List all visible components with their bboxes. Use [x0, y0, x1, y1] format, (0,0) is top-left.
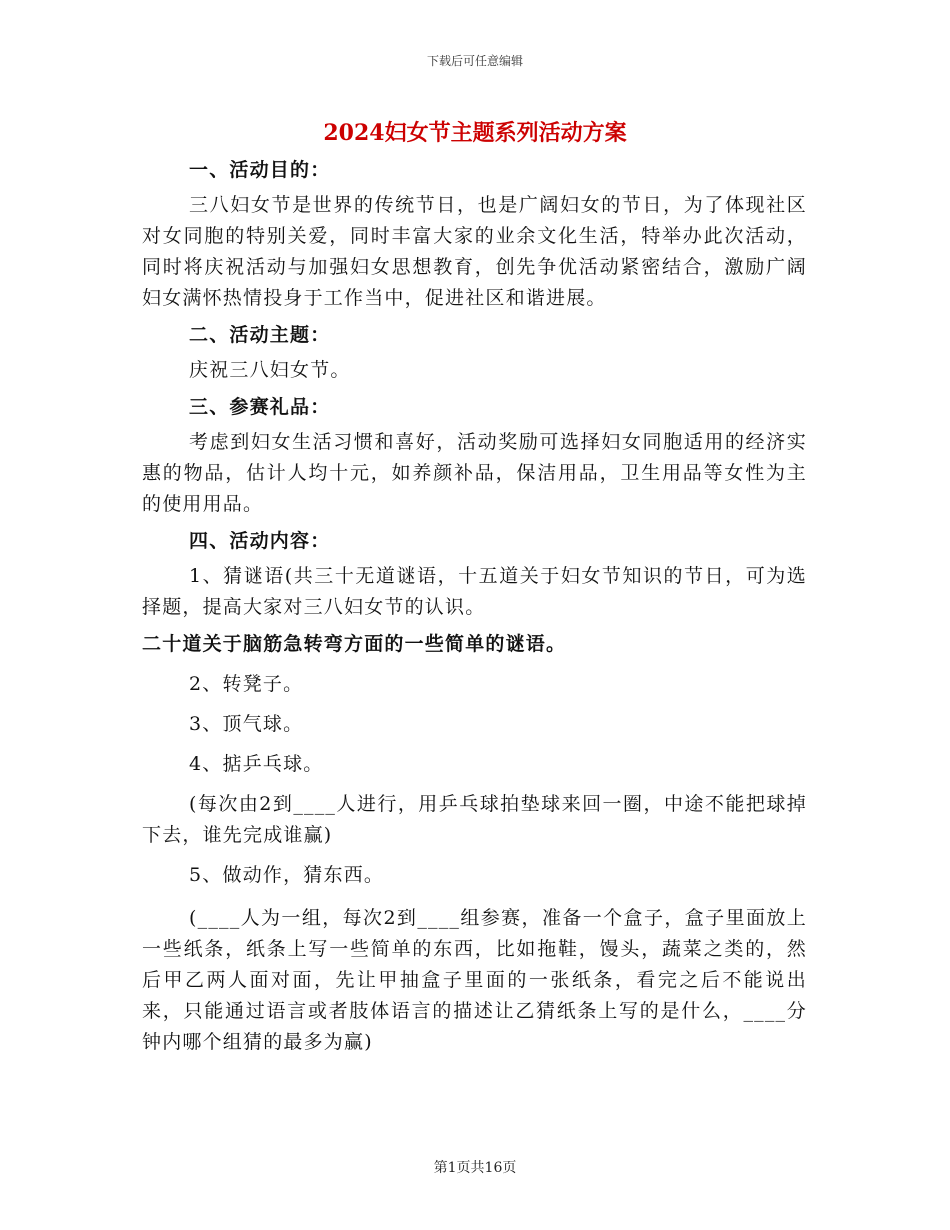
- list-item-charades: 5、做动作，猜东西。: [189, 864, 385, 886]
- header-note: 下载后可任意编辑: [426, 54, 523, 68]
- paragraph-charades-rules: (____人为一组，每次2到____组参赛，准备一个盒子，盒子里面放上一些纸条，纸条上写一些简单的东西，比如拖鞋，馒头，蔬菜之类的，然后甲乙两人面对面，先让甲抽盒子里面的一张纸条，看完之后不能说出来，只能通过语言或者肢体语言的描述让乙猜纸条上写的是什么，____分钟内哪个组猜的最多为赢): [142, 907, 807, 1053]
- section-heading-theme: 二、活动主题：: [189, 324, 331, 346]
- section-heading-content: 四、活动内容：: [189, 530, 331, 552]
- paragraph-prizes: 考虑到妇女生活习惯和喜好，活动奖励可选择妇女同胞适用的经济实惠的物品，估计人均十元，如养颜补品，保洁用品，卫生用品等女性为主的使用用品。: [142, 431, 807, 515]
- page-footer: 第1页共16页: [433, 1160, 517, 1176]
- paragraph-pingpong-rules: (每次由2到____人进行，用乒乓球拍垫球来回一圈，中途不能把球掉下去，谁先完成谁赢): [142, 793, 807, 846]
- paragraph-riddles: 1、猜谜语(共三十无道谜语，十五道关于妇女节知识的节日，可为选择题，提高大家对三八妇女节的认识。: [142, 565, 807, 618]
- bold-line-riddles: 二十道关于脑筋急转弯方面的一些简单的谜语。: [142, 633, 567, 655]
- section-heading-purpose: 一、活动目的：: [189, 159, 331, 181]
- paragraph-purpose: 三八妇女节是世界的传统节日，也是广阔妇女的节日，为了体现社区对女同胞的特别关爱，同时丰富大家的业余文化生活，特举办此次活动，同时将庆祝活动与加强妇女思想教育，创先争优活动紧密结合，激励广阔妇女满怀热情投身于工作当中，促进社区和谐进展。: [142, 194, 807, 309]
- document-title: 2024妇女节主题系列活动方案: [323, 120, 627, 146]
- section-heading-prizes: 三、参赛礼品：: [189, 396, 331, 418]
- document-body: [142, 155, 807, 1064]
- list-item-balloon: 3、顶气球。: [189, 713, 304, 735]
- paragraph-theme: 庆祝三八妇女节。: [189, 359, 351, 381]
- list-item-pingpong: 4、掂乒乓球。: [189, 753, 324, 775]
- list-item-stool: 2、转凳子。: [189, 673, 304, 695]
